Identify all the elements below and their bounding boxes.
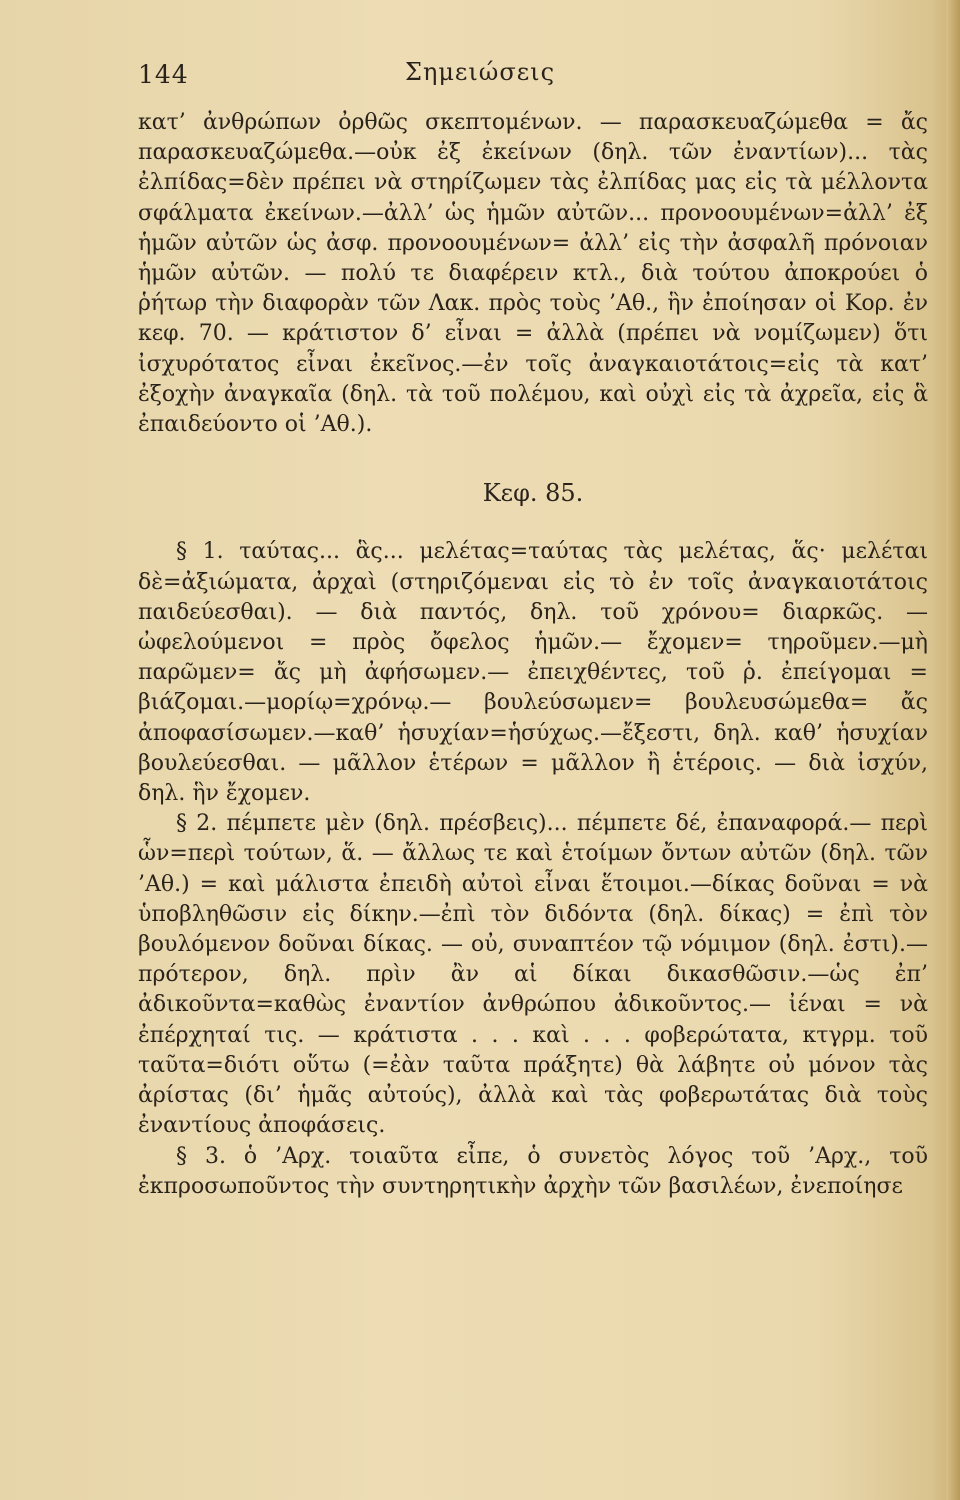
section-paragraph-3: § 3. ὁ ’Αρχ. τοιαῦτα εἶπε, ὁ συνετὸς λόγος τοῦ ’Αρχ., τοῦ ἐκπροσωποῦντος τὴν συντηρητικὴν ἀρχὴν τῶν βασιλέων, ἐνεποίησε xyxy=(138,1143,928,1199)
main-text xyxy=(138,108,928,1202)
page-number: 144 xyxy=(138,60,189,89)
page-header xyxy=(0,56,960,96)
page-edge-shadow xyxy=(946,0,960,1500)
running-head: Σημειώσεις xyxy=(404,58,556,86)
section-paragraph-2: § 2. πέμπετε μὲν (δηλ. πρέσβεις)... πέμπετε δέ, ἐπαναφορά.— περὶ ὧν=περὶ τούτων, ἅ. — ἄλλως τε καὶ ἑτοίμων ὄντων αὐτῶν (δηλ. τῶν ’Αθ.) = καὶ μάλιστα ἐπειδὴ αὐτοὶ εἶναι ἕτοιμοι.—δίκας δοῦναι = νὰ ὑποβληθῶσιν εἰς δίκην.—ἐπὶ τὸν διδόντα (δηλ. δίκας) = ἐπὶ τὸν βουλόμενον δοῦναι δίκας. — οὐ, συναπτέον τῷ νόμιμον (δηλ. ἐστι).— πρότερον, δηλ. πρὶν ἂν αἱ δίκαι δικασθῶσιν.—ὡς ἐπ’ ἀδικοῦντα=καθὼς ἐναντίον ἀνθρώπου ἀδικοῦντος.— ἰέναι = νὰ ἐπέρχηταί τις. — κράτιστα . . . καὶ . . . φοβερώτατα, κτγρμ. τοῦ ταῦτα=διότι οὕτω (=ἐὰν ταῦτα πράξητε) θὰ λάβητε οὐ μόνον τὰς ἀρίστας (δι’ ἡμᾶς αὐτούς), ἀλλὰ καὶ τὰς φοβερωτάτας διὰ τοὺς ἐναντίους ἀποφάσεις. xyxy=(138,811,928,1139)
section-paragraph-1: § 1. ταύτας... ἃς... μελέτας=ταύτας τὰς μελέτας, ἅς· μελέται δὲ=ἀξιώματα, ἀρχαὶ (στηριζόμεναι εἰς τὸ ἐν τοῖς ἀναγκαιοτάτοις παιδεύεσθαι). — διὰ παντός, δηλ. τοῦ χρόνου= διαρκῶς. —ὠφελούμενοι = πρὸς ὄφελος ἡμῶν.— ἔχομεν= τηροῦμεν.—μὴ παρῶμεν= ἄς μὴ ἀφήσωμεν.— ἐπειχθέντες, τοῦ ῥ. ἐπείγομαι = βιάζομαι.—μορίῳ=χρόνῳ.— βουλεύσωμεν= βουλευσώμεθα= ἄς ἀποφασίσωμεν.—καθ’ ἡσυχίαν=ἡσύχως.—ἔξεστι, δηλ. καθ’ ἡσυχίαν βουλεύεσθαι. — μᾶλλον ἑτέρων = μᾶλλον ἢ ἑτέροις. — διὰ ἰσχύν, δηλ. ἣν ἔχομεν. xyxy=(138,539,928,807)
paragraph: κατ’ ἀνθρώπων ὀρθῶς σκεπτομένων. — παρασκευαζώμεθα = ἄς παρασκευαζώμεθα.—οὐκ ἐξ ἐκείνων (δηλ. τῶν ἐναντίων)... τὰς ἐλπίδας=δὲν πρέπει νὰ στηρίζωμεν τὰς ἐλπίδας μας εἰς τὰ μέλλοντα σφάλματα ἐκείνων.—ἀλλ’ ὡς ἡμῶν αὐτῶν... προνοουμένων=ἀλλ’ ἐξ ἡμῶν αὐτῶν ὡς ἀσφ. προνοουμένων= ἀλλ’ εἰς τὴν ἀσφαλῆ πρόνοιαν ἡμῶν αὐτῶν. — πολύ τε διαφέρειν κτλ., διὰ τούτου ἀποκρούει ὁ ῥήτωρ τὴν διαφορὰν τῶν Λακ. πρὸς τοὺς ’Αθ., ἣν ἐποίησαν οἱ Κορ. ἐν κεφ. 70. — κράτιστον δ’ εἶναι = ἀλλὰ (πρέπει νὰ νομίζωμεν) ὅτι ἰσχυρότατος εἶναι ἐκεῖνος.—ἐν τοῖς ἀναγκαιοτάτοις=εἰς τὰ κατ’ ἐξοχὴν ἀναγκαῖα (δηλ. τὰ τοῦ πολέμου, καὶ οὐχὶ εἰς τὰ ἀχρεῖα, εἰς ἃ ἐπαιδεύοντο οἱ ’Αθ.). xyxy=(138,110,928,438)
chapter-heading: Κεφ. 85. xyxy=(482,479,584,508)
